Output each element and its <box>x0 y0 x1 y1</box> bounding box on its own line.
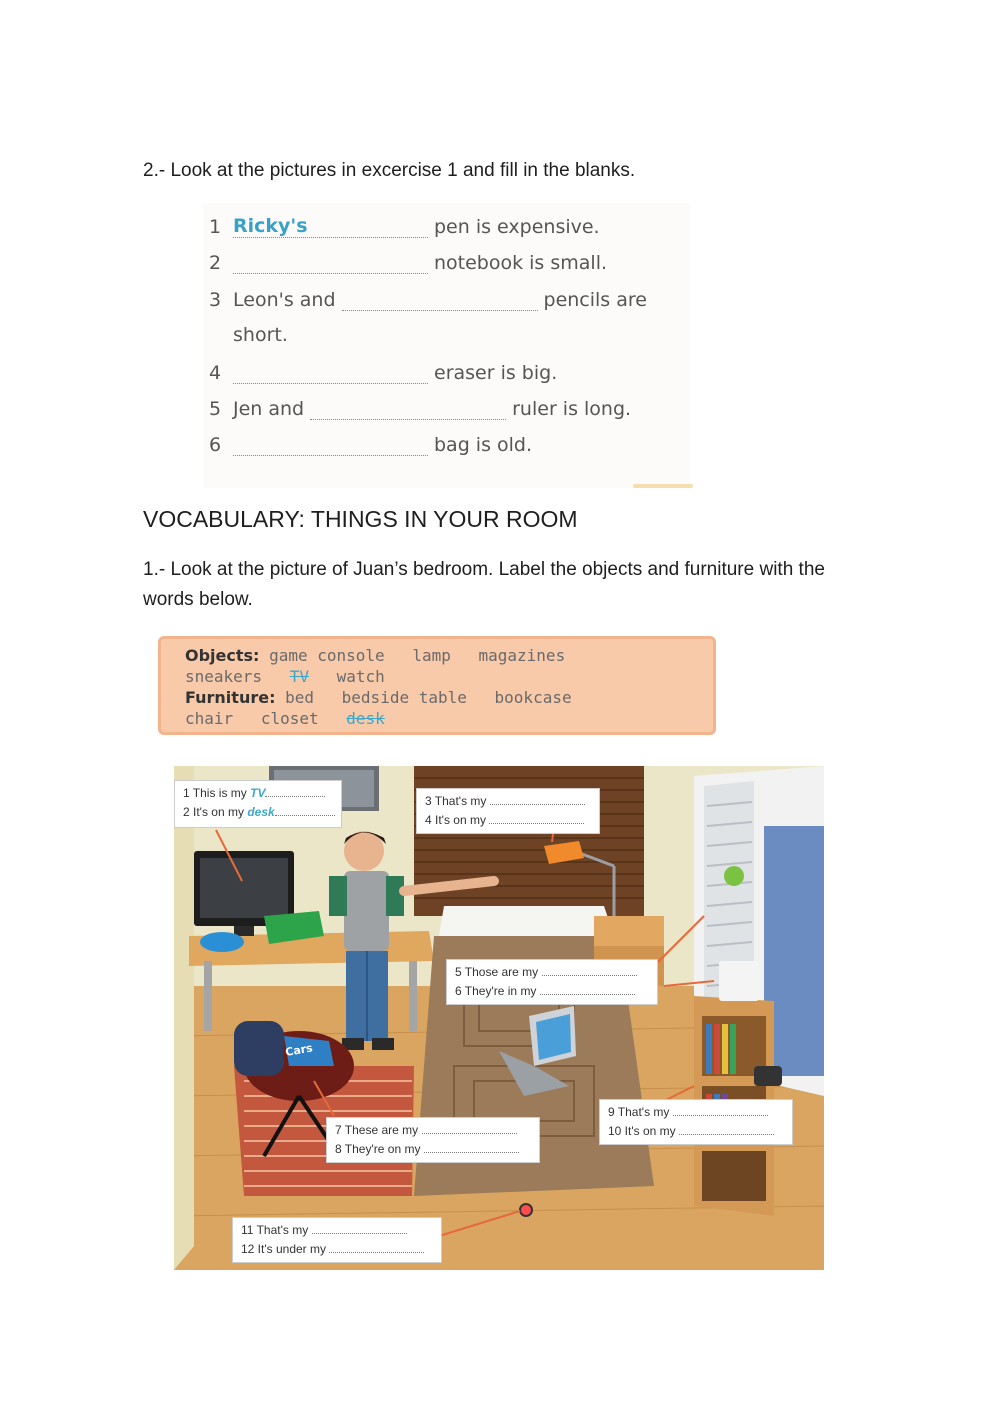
label-text: 9 That's my <box>608 1105 670 1119</box>
furniture-label: Furniture: <box>185 688 276 707</box>
item-text: Jen and <box>233 398 305 420</box>
answer-blank[interactable] <box>310 397 506 420</box>
answer-blank[interactable] <box>233 433 428 456</box>
label-text: 6 They're in my <box>455 984 537 998</box>
label-text: 2 It's on my <box>183 805 244 819</box>
answer-blank[interactable] <box>275 803 335 816</box>
vocabulary-heading: VOCABULARY: THINGS IN YOUR ROOM <box>143 506 578 532</box>
item-number: 5 <box>209 398 222 420</box>
word-used: TV <box>289 667 309 686</box>
exercise2-item-1 <box>203 215 600 245</box>
exercise2-item-3-cont <box>203 324 288 354</box>
furniture-line-2 <box>185 708 713 729</box>
objects-line-1 <box>185 645 713 666</box>
label-text: 10 It's on my <box>608 1124 676 1138</box>
answer-blank[interactable] <box>542 963 637 976</box>
item-text: bag is old. <box>434 434 533 456</box>
item-text: notebook is small. <box>434 252 608 274</box>
exercise2-instruction: 2.- Look at the pictures in excercise 1 and fill in the blanks. <box>143 160 636 181</box>
label-text: 4 It's on my <box>425 813 486 827</box>
item-text: ruler is long. <box>512 398 632 420</box>
label-box-7-8 <box>326 1117 540 1163</box>
exercise2-item-3 <box>203 288 647 318</box>
magazine-title: Cars <box>284 1041 314 1059</box>
item-number: 4 <box>209 362 222 384</box>
exercise2-item-6 <box>203 433 532 463</box>
label-text: 8 They're on my <box>335 1142 421 1156</box>
answer-blank[interactable] <box>540 982 635 995</box>
label-box-3-4 <box>416 788 600 834</box>
item-text: short. <box>233 324 288 346</box>
word: bookcase <box>494 688 572 707</box>
label-text: 1 This is my <box>183 786 247 800</box>
answer-blank[interactable] <box>233 215 428 238</box>
label-box-9-10 <box>599 1099 793 1145</box>
bedroom-drawing <box>174 766 824 1270</box>
answer-blank[interactable] <box>233 361 428 384</box>
objects-label: Objects: <box>185 646 260 665</box>
answer-blank[interactable] <box>424 1140 519 1153</box>
label-text: 12 It's under my <box>241 1242 326 1256</box>
sample-answer: desk <box>247 805 275 819</box>
label-box-5-6 <box>446 959 658 1005</box>
word: sneakers <box>185 667 263 686</box>
answer-blank[interactable] <box>265 784 325 797</box>
item-text: pen is expensive. <box>434 216 600 238</box>
item-number: 3 <box>209 289 222 311</box>
answer-blank[interactable] <box>312 1221 407 1234</box>
exercise2-item-4 <box>203 361 557 391</box>
answer-blank[interactable] <box>329 1240 424 1253</box>
item-text: eraser is big. <box>434 362 558 384</box>
word: watch <box>336 667 385 686</box>
word: bedside table <box>341 688 467 707</box>
word-box <box>158 636 716 735</box>
word: game console <box>269 646 385 665</box>
objects-line-2 <box>185 666 713 687</box>
answer-blank[interactable] <box>679 1122 774 1135</box>
word: bed <box>285 688 315 707</box>
answer-blank[interactable] <box>422 1121 517 1134</box>
label-box-11-12 <box>232 1217 442 1263</box>
answer-blank[interactable] <box>490 792 585 805</box>
word: lamp <box>412 646 451 665</box>
word: closet <box>260 709 319 728</box>
word: magazines <box>478 646 566 665</box>
answer-blank[interactable] <box>489 811 584 824</box>
label-text: 3 That's my <box>425 794 487 808</box>
decorative-shape <box>633 484 693 488</box>
word-used: desk <box>346 709 385 728</box>
item-number: 6 <box>209 434 222 456</box>
item-text: pencils are <box>543 289 647 311</box>
word: chair <box>185 709 234 728</box>
label-box-1-2 <box>174 780 342 828</box>
label-text: 5 Those are my <box>455 965 539 979</box>
item-number: 1 <box>209 216 222 238</box>
label-text: 7 These are my <box>335 1123 419 1137</box>
item-text: Leon's and <box>233 289 336 311</box>
exercise2-item-2 <box>203 251 607 281</box>
bedroom-illustration <box>174 766 824 1270</box>
label-text: 11 That's my <box>241 1223 309 1237</box>
vocabulary-instruction: 1.- Look at the picture of Juan’s bedroom. Label the objects and furniture with the words below. <box>143 559 825 610</box>
sample-answer: Ricky's <box>233 215 308 237</box>
answer-blank[interactable] <box>673 1103 768 1116</box>
sample-answer: TV <box>250 786 266 800</box>
furniture-line-1 <box>185 687 713 708</box>
answer-blank[interactable] <box>342 288 538 311</box>
exercise2-item-5 <box>203 397 631 427</box>
answer-blank[interactable] <box>233 251 428 274</box>
exercise2-box <box>203 203 690 488</box>
item-number: 2 <box>209 252 222 274</box>
